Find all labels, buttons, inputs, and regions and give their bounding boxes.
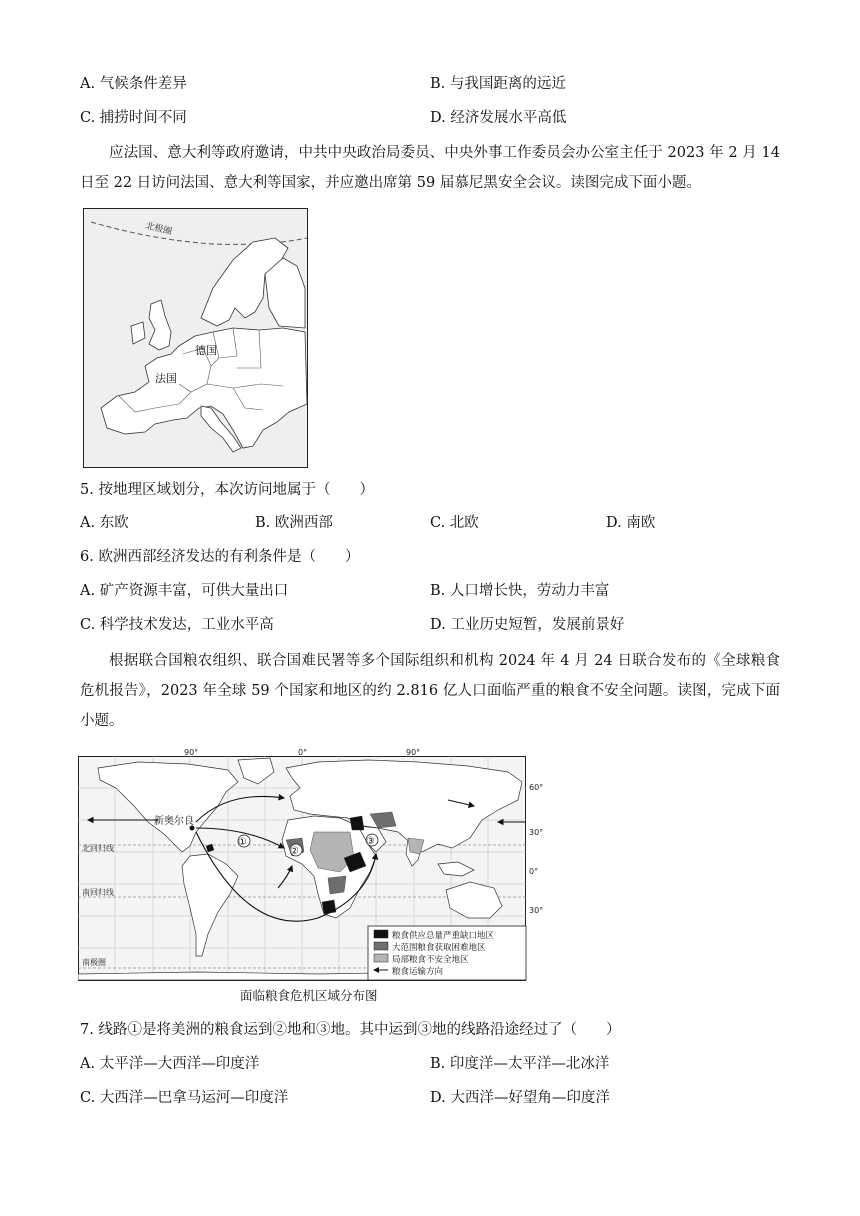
arctic-circle-label: 北极圈 bbox=[144, 221, 173, 238]
q5-stem: 5. 按地理区域划分，本次访问地属于（ ） bbox=[80, 482, 374, 498]
crisis-severe-middle-east bbox=[350, 816, 364, 830]
q5-option-d: D. 南欧 bbox=[606, 515, 656, 531]
q6-option-d: D. 工业历史短暂，发展前景好 bbox=[430, 617, 625, 633]
lat-label-30s: 30° bbox=[529, 906, 544, 915]
q4-option-b: B. 与我国距离的远近 bbox=[430, 76, 566, 92]
lon-label-90w: 90° bbox=[184, 748, 199, 757]
q7-option-b: B. 印度洋—太平洋—北冰洋 bbox=[430, 1056, 610, 1072]
crisis-severe-south-africa bbox=[322, 900, 336, 914]
world-food-crisis-map bbox=[78, 748, 548, 984]
q5-option-c: C. 北欧 bbox=[430, 515, 479, 531]
crisis-wide-southern-africa bbox=[328, 876, 346, 894]
route-label-2: ② bbox=[290, 846, 299, 857]
route-label-1: ① bbox=[238, 837, 247, 848]
world-map-caption: 面临粮食危机区域分布图 bbox=[240, 988, 378, 1003]
antarctic-circle-label: 南极圈 bbox=[82, 958, 106, 967]
q6-option-a: A. 矿产资源丰富，可供大量出口 bbox=[80, 583, 289, 599]
q7-option-a: A. 太平洋—大西洋—印度洋 bbox=[80, 1056, 260, 1072]
legend-transport-label: 粮食运输方向 bbox=[392, 967, 444, 977]
q7-option-d: D. 大西洋—好望角—印度洋 bbox=[430, 1090, 610, 1106]
q7-stem: 7. 线路①是将美洲的粮食运到②地和③地。其中运到③地的线路沿途经过了（ ） bbox=[80, 1022, 621, 1038]
lon-label-0: 0° bbox=[298, 748, 308, 757]
q4-option-c: C. 捕捞时间不同 bbox=[80, 110, 187, 126]
new-orleans-label: 新奥尔良 bbox=[154, 816, 194, 827]
tropic-cancer-label: 北回归线 bbox=[82, 844, 114, 853]
lon-label-90e: 90° bbox=[406, 748, 421, 757]
label-germany: 德国 bbox=[195, 344, 217, 357]
legend-severe-label: 粮食供应总量严重缺口地区 bbox=[392, 931, 495, 941]
q5-option-b: B. 欧洲西部 bbox=[255, 515, 333, 531]
tropic-capricorn-label: 南回归线 bbox=[82, 888, 114, 897]
lat-label-30n: 30° bbox=[529, 828, 544, 837]
q6-option-b: B. 人口增长快，劳动力丰富 bbox=[430, 583, 610, 599]
passage-food-crisis: 根据联合国粮农组织、联合国难民署等多个国际组织和机构 2024 年 4 月 24 日联合发布的《全球粮食危机报告》，2023 年全球 59 个国家和地区的约 2.816 亿人口面临严重的粮食不安全问题。读图，完成下面小题。 bbox=[80, 653, 780, 729]
legend-local-label: 局部粮食不安全地区 bbox=[392, 955, 469, 965]
label-france: 法国 bbox=[155, 372, 177, 385]
europe-map bbox=[83, 208, 308, 468]
lat-label-60n: 60° bbox=[529, 783, 544, 792]
lat-label-0: 0° bbox=[529, 867, 539, 876]
q6-option-c: C. 科学技术发达，工业水平高 bbox=[80, 617, 274, 633]
passage-visit-europe: 应法国、意大利等政府邀请，中共中央政治局委员、中央外事工作委员会办公室主任于 2023 年 2 月 14 日至 22 日访问法国、意大利等国家，并应邀出席第 59 届慕尼黑安全会议。读图完成下面小题。 bbox=[80, 145, 780, 191]
q6-stem: 6. 欧洲西部经济发达的有利条件是（ ） bbox=[80, 549, 360, 565]
q4-option-d: D. 经济发展水平高低 bbox=[430, 110, 567, 126]
q7-option-c: C. 大西洋—巴拿马运河—印度洋 bbox=[80, 1090, 289, 1106]
map-legend bbox=[368, 926, 526, 980]
legend-wide-label: 大范围粮食获取困难地区 bbox=[392, 943, 486, 953]
q4-option-a: A. 气候条件差异 bbox=[80, 76, 187, 92]
route-label-3: ③ bbox=[366, 836, 375, 847]
q5-option-a: A. 东欧 bbox=[80, 515, 129, 531]
